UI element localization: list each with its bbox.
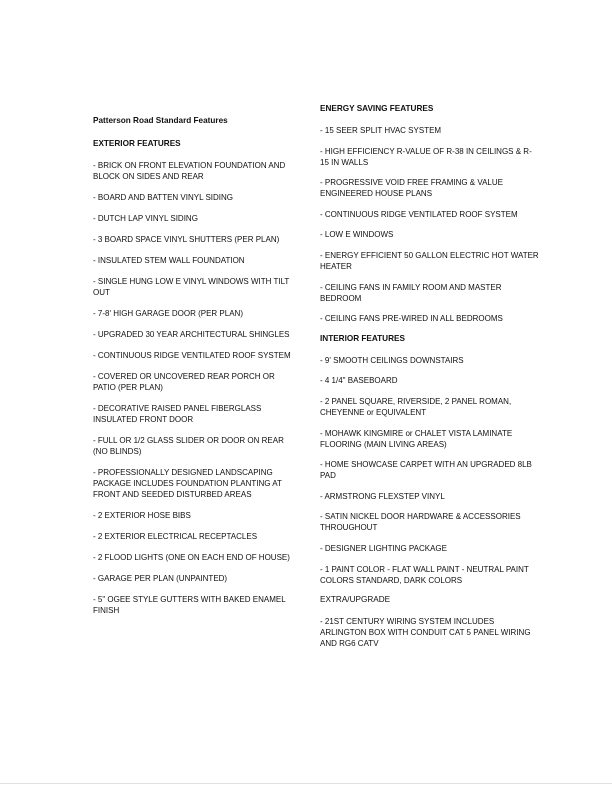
list-item: - INSULATED STEM WALL FOUNDATION <box>93 256 245 265</box>
list-item: - DECORATIVE RAISED PANEL FIBERGLASS INSULATED FRONT DOOR <box>93 404 262 424</box>
exterior-features-list <box>93 160 298 616</box>
interior-features-list <box>320 355 540 586</box>
interior-features-heading: INTERIOR FEATURES <box>320 333 405 343</box>
list-item: - 7-8' HIGH GARAGE DOOR (PER PLAN) <box>93 309 243 318</box>
list-item: - FULL OR 1/2 GLASS SLIDER OR DOOR ON REAR (NO BLINDS) <box>93 436 284 456</box>
extra-upgrade-heading: EXTRA/UPGRADE <box>320 595 391 605</box>
list-item: - 2 EXTERIOR HOSE BIBS <box>93 511 191 520</box>
document-title: Patterson Road Standard Features <box>93 116 228 125</box>
extra-upgrade-list <box>320 616 540 649</box>
list-item: - CEILING FANS IN FAMILY ROOM AND MASTER BEDROOM <box>320 282 502 303</box>
list-item: - PROFESSIONALLY DESIGNED LANDSCAPING PACKAGE INCLUDES FOUNDATION PLANTING AT FRONT AND SEEDED DISTURBED AREAS <box>93 468 282 499</box>
list-item: - HOME SHOWCASE CARPET WITH AN UPGRADED 8LB PAD <box>320 460 532 481</box>
list-item: - DUTCH LAP VINYL SIDING <box>93 214 198 223</box>
left-column <box>93 116 298 626</box>
right-column <box>320 104 540 659</box>
list-item: - 2 FLOOD LIGHTS (ONE ON EACH END OF HOUSE) <box>93 553 290 562</box>
list-item: - ENERGY EFFICIENT 50 GALLON ELECTRIC HOT WATER HEATER <box>320 250 539 271</box>
page-bottom-edge <box>0 783 612 784</box>
list-item: - SATIN NICKEL DOOR HARDWARE & ACCESSORIES THROUGHOUT <box>320 512 521 533</box>
list-item: - 5" OGEE STYLE GUTTERS WITH BAKED ENAMEL FINISH <box>93 595 286 615</box>
list-item: - HIGH EFFICIENCY R-VALUE OF R-38 IN CEILINGS & R-15 IN WALLS <box>320 146 532 167</box>
list-item: - CONTINUOUS RIDGE VENTILATED ROOF SYSTEM <box>320 209 518 219</box>
list-item: - 1 PAINT COLOR - FLAT WALL PAINT - NEUTRAL PAINT COLORS STANDARD, DARK COLORS <box>320 564 529 585</box>
list-item: - PROGRESSIVE VOID FREE FRAMING & VALUE ENGINEERED HOUSE PLANS <box>320 178 503 199</box>
list-item: - 4 1/4" BASEBOARD <box>320 376 398 386</box>
list-item: - 15 SEER SPLIT HVAC SYSTEM <box>320 126 442 135</box>
list-item: - CONTINUOUS RIDGE VENTILATED ROOF SYSTEM <box>93 351 291 360</box>
list-item: - ARMSTRONG FLEXSTEP VINYL <box>320 491 445 501</box>
list-item: - UPGRADED 30 YEAR ARCHITECTURAL SHINGLES <box>93 330 290 339</box>
list-item: - 21ST CENTURY WIRING SYSTEM INCLUDES ARLINGTON BOX WITH CONDUIT CAT 5 PANEL WIRING AND RG6 CATV <box>320 617 531 649</box>
list-item: - BRICK ON FRONT ELEVATION FOUNDATION AND BLOCK ON SIDES AND REAR <box>93 161 286 181</box>
list-item: - DESIGNER LIGHTING PACKAGE <box>320 543 447 553</box>
list-item: - 3 BOARD SPACE VINYL SHUTTERS (PER PLAN) <box>93 235 280 244</box>
energy-features-list <box>320 125 540 324</box>
exterior-features-heading: EXTERIOR FEATURES <box>93 139 181 148</box>
list-item: - BOARD AND BATTEN VINYL SIDING <box>93 193 234 202</box>
list-item: - GARAGE PER PLAN (UNPAINTED) <box>93 574 228 583</box>
list-item: - LOW E WINDOWS <box>320 230 394 240</box>
list-item: - 9' SMOOTH CEILINGS DOWNSTAIRS <box>320 355 464 365</box>
list-item: - CEILING FANS PRE-WIRED IN ALL BEDROOMS <box>320 314 503 324</box>
list-item: - 2 EXTERIOR ELECTRICAL RECEPTACLES <box>93 532 258 541</box>
energy-saving-features-heading: ENERGY SAVING FEATURES <box>320 104 434 113</box>
list-item: - SINGLE HUNG LOW E VINYL WINDOWS WITH TILT OUT <box>93 277 290 297</box>
list-item: - MOHAWK KINGMIRE or CHALET VISTA LAMINATE FLOORING (MAIN LIVING AREAS) <box>320 428 513 449</box>
list-item: - COVERED OR UNCOVERED REAR PORCH OR PATIO (PER PLAN) <box>93 372 275 392</box>
list-item: - 2 PANEL SQUARE, RIVERSIDE, 2 PANEL ROMAN, CHEYENNE or EQUIVALENT <box>320 396 512 417</box>
